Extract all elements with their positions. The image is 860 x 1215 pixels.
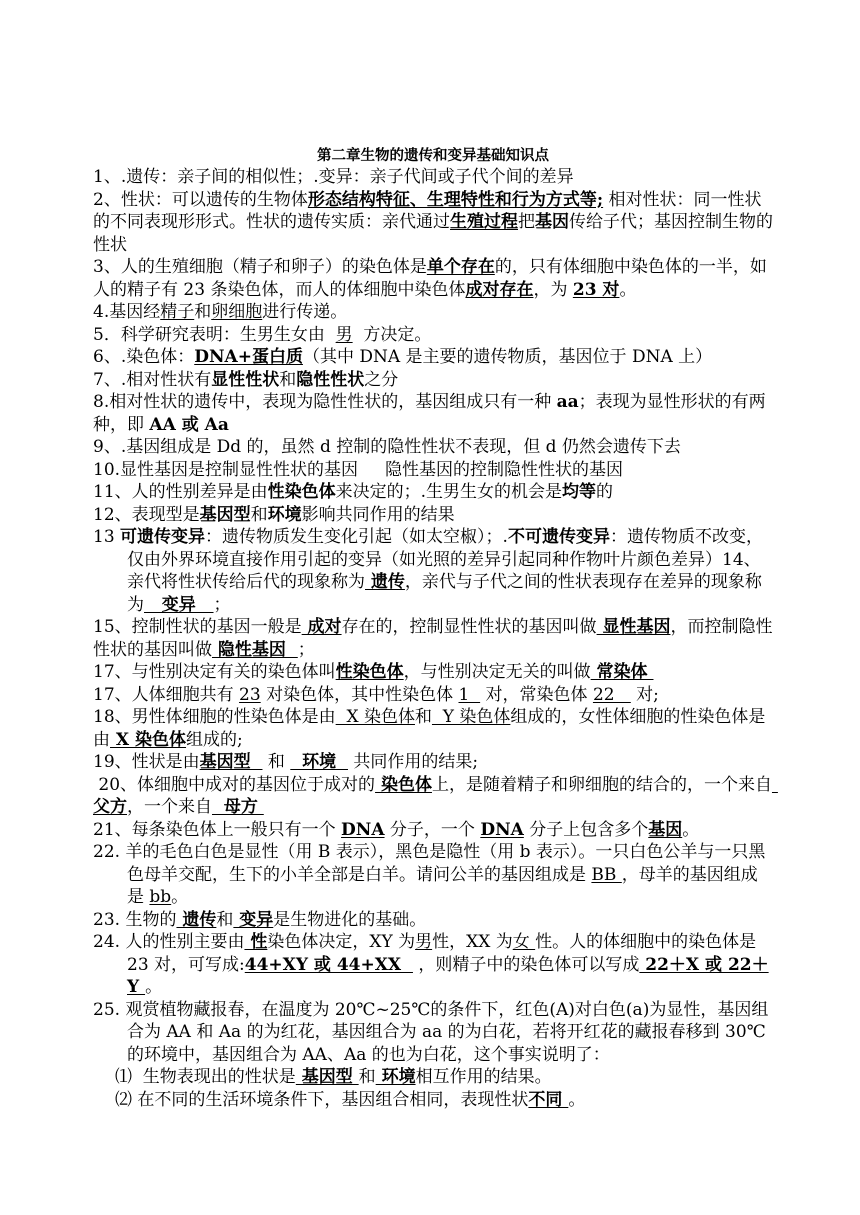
answer-blank: 显性基因 <box>596 617 671 637</box>
knowledge-point <box>93 459 773 482</box>
text-run: 2、性状：可以遗传的生物体 <box>93 189 308 210</box>
answer-blank: X 染色体 <box>335 707 415 727</box>
text-run: 分子上包含多个 <box>523 819 649 840</box>
text-run: 4.基因经 <box>93 302 161 322</box>
text-run: 相互作用的结果。 <box>415 1067 552 1087</box>
text-run: 。 <box>145 977 163 997</box>
knowledge-point <box>93 256 773 301</box>
text-run: 17、与性别决定有关的染色体叫 <box>93 662 336 682</box>
text-run: 22. 羊的毛色白色是显性（用 B 表示），黑色是隐性（用 b 表示）。一只白色公羊与一只黑色母羊交配，生下的小羊全部是白羊。请问公羊的基因组成是 <box>93 842 766 885</box>
text-run: 21、每条染色体上一般只有一个 <box>93 819 342 840</box>
text-run: 9、.基因组成是 Dd 的，虽然 d 控制的隐性性状不表现，但 d 仍然会遗传下去 <box>93 437 681 457</box>
text-run: 对，常染色体 <box>480 684 593 705</box>
answer-blank: Y 染色体 <box>431 707 511 727</box>
knowledge-point <box>93 1089 773 1112</box>
text-run: 10.显性基因是控制显性性状的基因 隐性基因的控制隐性性状的基因 <box>93 459 624 480</box>
text-run: 环境 <box>267 504 302 525</box>
text-run: 20、体细胞中成对的基因位于成对的 <box>93 774 376 795</box>
answer-blank: DNA <box>341 819 385 840</box>
text-run: 和 <box>279 369 297 390</box>
text-run: 影响共同作用的结果 <box>301 504 455 525</box>
text-run: 25. 观赏植物藏报春，在温度为 20℃~25℃的条件下，红色(A)对白色(a)为显性，基因组合为 AA 和 Aa 的为红花，基因组合为 aa 的为白花，若将开红花的藏报春移到 30℃的环境中，基因组合为 AA、Aa 的也为白花，这个事实说明了： <box>93 999 769 1065</box>
text-run: ，亲代与子代之间的性状表现存在差异的现象称为 <box>127 572 762 615</box>
answer-blank: 44+XY 或 44+XX <box>244 954 413 975</box>
text-run: 19、性状是由 <box>93 752 200 772</box>
answer-blank: 遗传 <box>365 572 405 592</box>
text-run: 之分 <box>364 369 399 390</box>
text-run: ⑴ 生物表现出的性状是 <box>115 1067 296 1087</box>
text-run: 。 <box>171 887 189 907</box>
text-run: ：遗传物质发生变化引起（如太空椒）；. <box>205 527 508 547</box>
text-run: 13 <box>93 527 121 547</box>
answer-blank: 基因型 <box>199 752 263 772</box>
text-run: 18、男性体细胞的性染色体是由 <box>93 707 336 727</box>
text-run: aa <box>556 392 579 412</box>
knowledge-point <box>93 841 773 909</box>
knowledge-point <box>93 481 773 504</box>
text-run: 的 <box>596 482 614 502</box>
text-run: ，为 <box>533 279 573 300</box>
knowledge-point <box>93 189 773 257</box>
knowledge-point <box>93 706 773 751</box>
knowledge-point <box>93 301 773 324</box>
text-run: 性染色体 <box>267 482 336 502</box>
answer-blank: 不同 <box>528 1089 569 1110</box>
text-run: 和 <box>216 909 234 930</box>
answer-blank: bb <box>149 887 172 907</box>
answer-blank: 变异 <box>233 909 274 930</box>
knowledge-point <box>93 819 773 842</box>
text-run: ，母羊的基因组成是 <box>127 864 758 907</box>
text-run: 基因 <box>535 212 569 232</box>
text-run: 5．科学研究表明：生男生女由 <box>93 324 336 345</box>
answer-blank: DNA+蛋白质 <box>194 347 303 367</box>
text-run: 和 <box>262 752 291 772</box>
text-run: 进行传递。 <box>262 302 348 322</box>
text-run: 传给子代；基因控制生物的性状 <box>93 212 773 255</box>
answer-blank: 常染体 <box>590 662 654 682</box>
answer-blank: 23 <box>239 684 261 705</box>
answer-blank: 染色体 <box>375 774 432 795</box>
knowledge-point <box>93 324 773 347</box>
answer-blank: 22 <box>592 684 631 705</box>
text-run: 染色体决定，XY 为 <box>267 932 416 952</box>
answer-blank: 性染色体 <box>335 662 404 682</box>
text-run: 可遗传变异 <box>120 527 206 547</box>
page-title: 第二章生物的遗传和变异基础知识点 <box>317 147 549 164</box>
text-run: 不可遗传变异 <box>507 527 610 547</box>
knowledge-point <box>93 661 773 684</box>
answer-blank: 父方 <box>93 774 778 817</box>
knowledge-point <box>93 999 773 1067</box>
text-run: 8.相对性状的遗传中，表现为隐性性状的，基因组成只有一种 <box>93 392 557 412</box>
answer-blank: 性 <box>244 932 268 952</box>
knowledge-point <box>93 684 773 707</box>
text-run: 分子，一个 <box>384 819 481 840</box>
answer-blank: 成对存在 <box>465 279 534 300</box>
knowledge-point <box>93 504 773 527</box>
answer-blank: 基因型 <box>295 1067 359 1087</box>
text-run: 性。人的体细胞中的染色体是 23 对，可写成: <box>127 932 762 975</box>
answer-blank: 成对 <box>301 617 342 637</box>
text-run: 来决定的；.生男生女的机会是 <box>335 482 563 502</box>
knowledge-point <box>93 751 773 774</box>
text-run: 相对性状：同一性状的不同表现形形式。性状的遗传实质：亲代通过 <box>93 189 762 232</box>
knowledge-point <box>93 166 773 189</box>
answer-blank: 基因 <box>648 819 683 840</box>
text-run: 1、.遗传：亲子间的相似性；.变异：亲子代间或子代个间的差异 <box>93 167 574 187</box>
text-run: ，一个来自 <box>127 797 212 817</box>
answer-blank: 女 <box>512 932 536 952</box>
answer-blank: 生殖过程 <box>450 212 518 232</box>
text-run: 23. 生物的 <box>93 909 177 930</box>
text-run: 隐性性状 <box>296 369 365 390</box>
text-run: 12、表现型是 <box>93 504 200 525</box>
text-run: （其中 DNA 是主要的遗传物质，基因位于 DNA 上） <box>302 347 713 367</box>
text-run: 。 <box>619 279 637 300</box>
knowledge-point <box>93 436 773 459</box>
answer-blank: 变异 <box>144 594 214 615</box>
answer-blank: BB <box>591 864 622 885</box>
text-run: ：遗传物质不改变，仅由外界环境直接作用引起的变异（如光照的差异引起同种作物叶片颜色差异）14、亲代将性状传给后代的现象称为 <box>127 527 763 592</box>
answer-blank: 卵细胞 <box>211 302 263 322</box>
text-run: ； <box>297 639 315 660</box>
answer-blank: 1 <box>458 684 481 705</box>
text-run: ，则精子中的染色体可以写成 <box>412 954 640 975</box>
answer-blank: 男 <box>415 932 433 952</box>
text-run: 15、控制性状的基因一般是 <box>93 617 302 637</box>
knowledge-point <box>93 616 773 661</box>
answer-blank: 遗传 <box>176 909 217 930</box>
text-run: 把 <box>518 212 535 232</box>
text-run: 的，只有体细胞中染色体的一半，如人的精子有 23 条染色体，而人的体细胞中染色体 <box>93 257 767 300</box>
text-run: 共同作用的结果; <box>347 752 479 772</box>
answer-blank: 男 <box>335 324 353 345</box>
answer-blank: X 染色体 <box>110 729 187 750</box>
text-run: 。 <box>682 819 700 840</box>
knowledge-point <box>93 774 778 819</box>
text-run: 基因型 <box>199 504 251 525</box>
knowledge-point <box>93 526 773 616</box>
text-run: AA 或 Aa <box>149 414 229 435</box>
text-run: 性，XX 为 <box>432 932 513 952</box>
text-run: 是生物进化的基础。 <box>273 909 427 930</box>
answer-blank: 环境 <box>290 752 348 772</box>
text-run: 7、.相对性状有 <box>93 369 212 390</box>
answer-blank: 23 对 <box>572 279 620 300</box>
document-body <box>93 146 778 1111</box>
answer-blank: 隐性基因 <box>212 639 298 660</box>
knowledge-point <box>93 909 773 932</box>
text-run: 存在的，控制显性性状的基因叫做 <box>341 617 597 637</box>
text-run: 17、人体细胞共有 <box>93 684 240 705</box>
answer-blank: DNA <box>480 819 524 840</box>
text-run: 3、人的生殖细胞（精子和卵子）的染色体是 <box>93 257 427 277</box>
answer-blank: 精子 <box>160 302 195 322</box>
text-run: ，与性别决定无关的叫做 <box>403 662 591 682</box>
text-run: 对染色体，其中性染色体 <box>260 684 459 705</box>
knowledge-point <box>93 931 773 999</box>
text-run: 。 <box>568 1089 586 1110</box>
text-run: ⑵ 在不同的生活环境条件下，基因组合相同，表现性状 <box>115 1089 529 1110</box>
text-run: 24. 人的性别主要由 <box>93 932 245 952</box>
text-run: ； <box>213 594 231 615</box>
text-run: 均等 <box>562 482 597 502</box>
knowledge-point <box>93 1066 773 1089</box>
text-run: 和 <box>194 302 212 322</box>
knowledge-point-list <box>93 166 778 1111</box>
text-run: 和 <box>250 504 268 525</box>
answer-blank: 22＋X 或 22＋Y <box>127 954 769 997</box>
text-run: 组成的，女性体细胞的性染色体是由 <box>93 707 766 750</box>
text-run: 显性性状 <box>211 369 280 390</box>
answer-blank: 形态结构特征、生理特性和行为方式等; <box>307 189 604 210</box>
text-run: 对; <box>630 684 659 705</box>
text-run: 6、.染色体： <box>93 347 195 367</box>
text-run: 11、人的性别差异是由 <box>93 482 268 502</box>
knowledge-point <box>93 369 773 392</box>
answer-blank: 单个存在 <box>426 257 495 277</box>
text-run: ，而控制隐性性状的基因叫做 <box>93 617 773 660</box>
answer-blank: 母方 <box>212 797 264 817</box>
text-run: 方决定。 <box>352 324 432 345</box>
text-run: 组成的; <box>186 729 243 750</box>
knowledge-point <box>93 346 773 369</box>
text-run: 上，是随着精子和卵细胞的结合的，一个来自 <box>431 774 772 795</box>
knowledge-point <box>93 391 773 436</box>
answer-blank: 环境 <box>375 1067 416 1087</box>
text-run: 和 <box>414 707 432 727</box>
text-run: 和 <box>358 1067 376 1087</box>
text-run: ；表现为显性形状的有两种，即 <box>93 392 766 435</box>
